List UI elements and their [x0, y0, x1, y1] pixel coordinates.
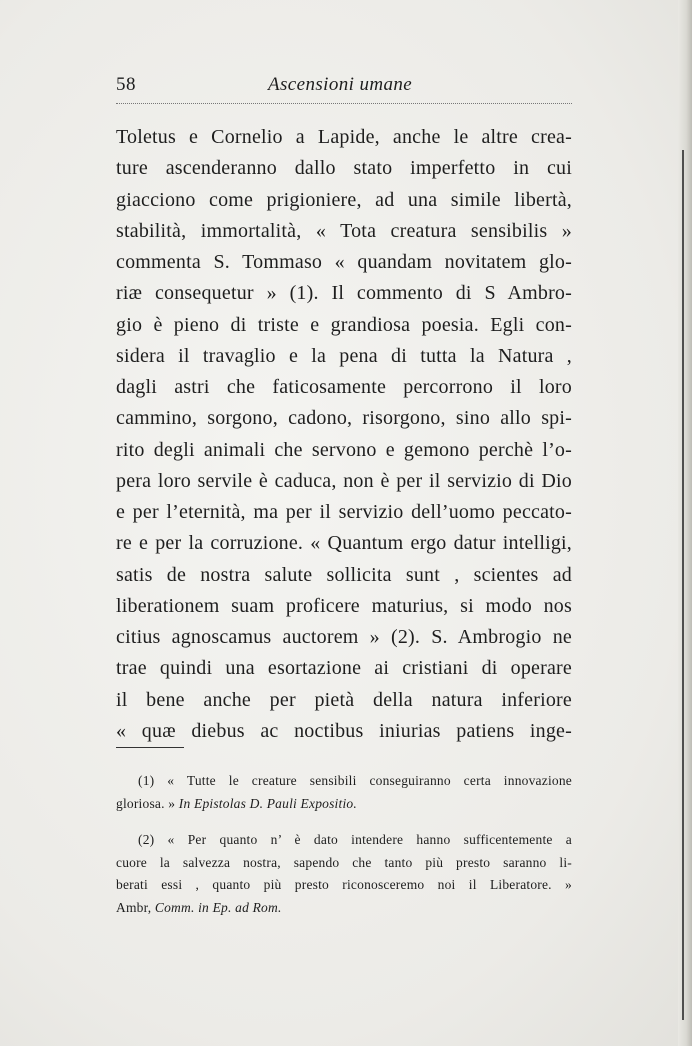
body-line: trae quindi una esortazione ai cristiani di operare — [116, 657, 572, 680]
footnote-rule — [116, 747, 184, 748]
body-line: cammino, sorgono, cadono, risorgono, sino allo spi- — [116, 407, 572, 430]
body-line: satis de nostra salute sollicita sunt , scientes ad — [116, 563, 572, 586]
footnote-line: cuore la salvezza nostra, sapendo che tanto più presto saranno li- — [116, 854, 572, 870]
body-line: rito degli animali che servono e gemono perchè l’o- — [116, 438, 572, 461]
body-line: gio è pieno di triste e grandiosa poesia. Egli con- — [116, 313, 572, 336]
body-line: il bene anche per pietà della natura inferiore — [116, 688, 572, 711]
body-line: Toletus e Cornelio a Lapide, anche le altre crea- — [116, 126, 572, 148]
body-line: stabilità, immortalità, « Tota creatura sensibilis » — [116, 219, 572, 242]
body-line: commenta S. Tommaso « quandam novitatem glo- — [116, 251, 572, 273]
body-line: liberationem suam proficere maturius, si modo nos — [116, 594, 572, 617]
body-line: e per l’eternità, ma per il servizio dell’uomo peccato- — [116, 501, 572, 523]
body-line: giacciono come prigioniere, ad una simile libertà, — [116, 188, 572, 211]
body-line: re e per la corruzione. « Quantum ergo datur intelligi, — [116, 532, 572, 555]
running-title: Ascensioni umane — [268, 74, 413, 95]
footnote-source: Comm. in Ep. ad Rom. — [154, 899, 282, 915]
page-edge-shadow — [678, 0, 692, 1046]
binding-edge-line — [682, 150, 684, 1020]
body-line: sidera il travaglio e la pena di tutta la Natura , — [116, 344, 572, 367]
body-line: « quæ diebus ac noctibus iniurias patiens inge- — [116, 719, 572, 742]
footnote-line — [116, 793, 572, 816]
footnote-line — [116, 897, 572, 920]
footnote-text: gloriosa. » — [116, 795, 179, 811]
body-line: ture ascenderanno dallo stato imperfetto in cui — [116, 157, 572, 180]
footnote-source: In Epistolas D. Pauli Expositio. — [178, 795, 357, 811]
footnotes — [116, 770, 572, 919]
page-header — [116, 74, 572, 100]
body-line: pera loro servile è caduca, non è per il servizio di Dio — [116, 469, 572, 492]
body-line: riæ consequetur » (1). Il commento di S Ambro- — [116, 282, 572, 305]
footnote-line: (2) « Per quanto n’ è dato intendere hanno sufficentemente a — [138, 832, 572, 847]
footnote-1 — [116, 770, 572, 815]
header-rule — [116, 103, 572, 104]
footnote-line: berati essi , quanto più presto riconosceremo noi il Liberatore. » — [116, 877, 572, 892]
page-number: 58 — [116, 74, 136, 95]
body-line: dagli astri che faticosamente percorrono il loro — [116, 376, 572, 398]
footnote-line: (1) « Tutte le creature sensibili conseguiranno certa innovazione — [138, 773, 572, 788]
footnote-text: Ambr, — [116, 899, 155, 915]
body-text — [116, 122, 572, 747]
body-line: citius agnoscamus auctorem » (2). S. Ambrogio ne — [116, 626, 572, 648]
footnote-2 — [116, 829, 572, 919]
